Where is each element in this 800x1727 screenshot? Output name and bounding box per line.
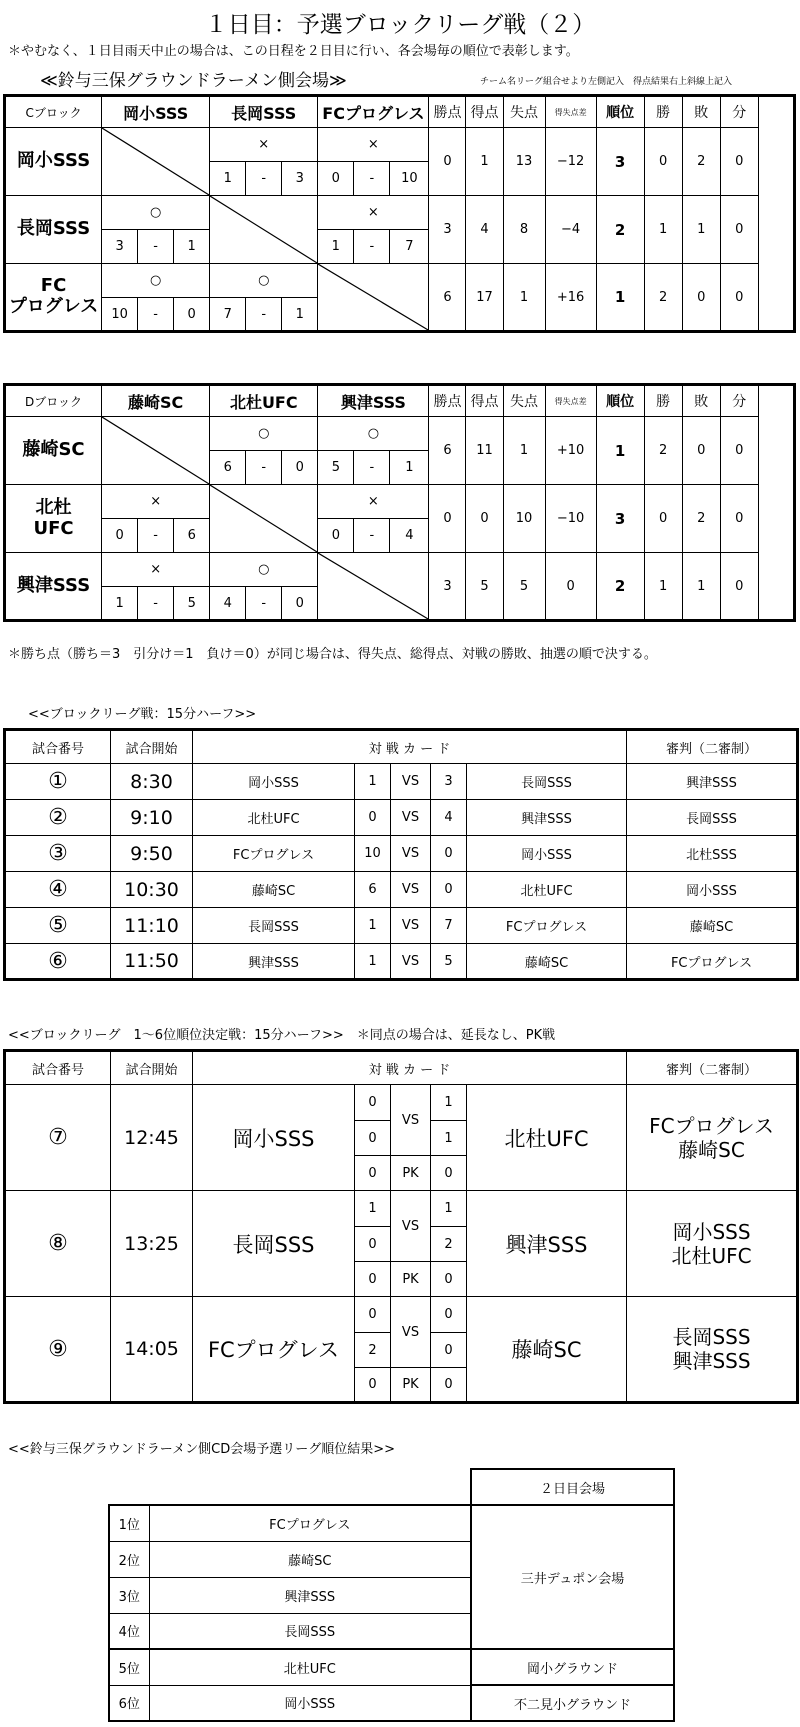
- stat-gf: 4: [466, 196, 503, 264]
- match-number: ②: [5, 800, 111, 836]
- home-score: 1: [355, 944, 391, 980]
- team-header: 藤崎SC: [102, 385, 210, 417]
- away-first-half: 0: [431, 1297, 467, 1333]
- stat-ga: 5: [503, 553, 545, 621]
- stat-gf: 5: [466, 553, 503, 621]
- home-second-half: 2: [355, 1333, 391, 1368]
- score-own: 1: [318, 230, 354, 264]
- match-time: 9:10: [111, 800, 193, 836]
- vs-label: VS: [391, 836, 431, 872]
- stat-header-ga: 失点: [503, 96, 545, 128]
- away-team: 岡小SSS: [467, 836, 627, 872]
- team-header: FCプログレス: [318, 96, 429, 128]
- row-team-name: 岡小SSS: [5, 128, 102, 196]
- away-second-half: 2: [431, 1227, 467, 1262]
- home-team: 岡小SSS: [193, 1085, 355, 1191]
- score-dash: -: [354, 162, 390, 196]
- team-header: 長岡SSS: [210, 96, 318, 128]
- home-team: 北杜UFC: [193, 800, 355, 836]
- away-score: 3: [431, 764, 467, 800]
- referee: 岡小SSS: [627, 872, 798, 908]
- league-heading: <<ブロックリーグ戦：15分ハーフ>>: [28, 707, 257, 722]
- stat-gd: 0: [545, 553, 596, 621]
- stat-d: 0: [720, 196, 758, 264]
- stat-header-l: 敗: [682, 385, 720, 417]
- match-time: 13:25: [111, 1191, 193, 1297]
- diagonal-cell: [210, 196, 318, 264]
- home-first-half: 1: [355, 1191, 391, 1227]
- result-mark: ×: [318, 128, 429, 162]
- stat-l: 0: [682, 417, 720, 485]
- rank-team: 岡小SSS: [149, 1685, 471, 1721]
- stat-rank: 1: [596, 264, 644, 332]
- rank-position: 4位: [109, 1613, 149, 1649]
- score-opp: 1: [390, 451, 429, 485]
- match-number: ⑦: [5, 1085, 111, 1191]
- tiebreak-note: ＊勝ち点（勝ち＝3 引分け＝1 負け＝0）が同じ場合は、得失点、総得点、対戦の勝敗、抽選の順で決する。: [8, 647, 657, 662]
- score-dash: -: [246, 587, 282, 621]
- placement-schedule-table: [3, 1049, 799, 1404]
- venue-top4: 三井デュポン会場: [471, 1505, 674, 1649]
- score-opp: 10: [390, 162, 429, 196]
- rank-position: 2位: [109, 1541, 149, 1577]
- score-own: 3: [102, 230, 138, 264]
- stat-d: 0: [720, 553, 758, 621]
- stat-gf: 1: [466, 128, 503, 196]
- score-opp: 7: [390, 230, 429, 264]
- result-mark: ×: [102, 485, 210, 519]
- stat-w: 2: [644, 417, 682, 485]
- stat-points: 3: [429, 196, 466, 264]
- block-label: Dブロック: [5, 385, 102, 417]
- result-mark: ○: [210, 417, 318, 451]
- team-header: 興津SSS: [318, 385, 429, 417]
- stat-header-gd: 得失点差: [545, 385, 596, 417]
- score-dash: -: [138, 587, 174, 621]
- home-team: 藤崎SC: [193, 872, 355, 908]
- row-team-name: 北杜 UFC: [5, 485, 102, 553]
- vs-label: VS: [391, 872, 431, 908]
- venue-header: ２日目会場: [471, 1469, 674, 1505]
- stat-d: 0: [720, 264, 758, 332]
- score-dash: -: [138, 519, 174, 553]
- rank-team: FCプログレス: [149, 1505, 471, 1541]
- score-opp: 0: [282, 587, 318, 621]
- away-score: 0: [431, 836, 467, 872]
- diagonal-cell: [102, 417, 210, 485]
- referee: 藤崎SC: [627, 908, 798, 944]
- away-pk: 0: [431, 1262, 467, 1297]
- score-dash: -: [354, 230, 390, 264]
- stat-gf: 11: [466, 417, 503, 485]
- venue-sixth: 不二見小グラウンド: [471, 1685, 674, 1721]
- venue-title: ≪鈴与三保グラウンドラーメン側会場≫: [40, 71, 347, 91]
- referee-2: 興津SSS: [672, 1349, 751, 1373]
- away-score: 5: [431, 944, 467, 980]
- rank-position: 5位: [109, 1649, 149, 1685]
- score-own: 5: [318, 451, 354, 485]
- stat-header-points: 勝点: [429, 385, 466, 417]
- stat-header-d: 分: [720, 96, 758, 128]
- away-first-half: 1: [431, 1085, 467, 1121]
- match-time: 11:50: [111, 944, 193, 980]
- stat-l: 2: [682, 128, 720, 196]
- stat-header-l: 敗: [682, 96, 720, 128]
- score-own: 4: [210, 587, 246, 621]
- header-start: 試合開始: [111, 730, 193, 764]
- vs-label: VS: [391, 764, 431, 800]
- away-team: 藤崎SC: [467, 1297, 627, 1403]
- vs-label: VS: [391, 800, 431, 836]
- home-team: FCプログレス: [193, 836, 355, 872]
- home-score: 1: [355, 764, 391, 800]
- result-mark: ×: [318, 485, 429, 519]
- stat-gf: 0: [466, 485, 503, 553]
- stat-header-w: 勝: [644, 96, 682, 128]
- result-mark: ×: [210, 128, 318, 162]
- stat-rank: 1: [596, 417, 644, 485]
- away-team: 興津SSS: [467, 1191, 627, 1297]
- stat-ga: 8: [503, 196, 545, 264]
- match-time: 14:05: [111, 1297, 193, 1403]
- row-team-name: 興津SSS: [5, 553, 102, 621]
- away-team: 藤崎SC: [467, 944, 627, 980]
- home-score: 1: [355, 908, 391, 944]
- match-number: ③: [5, 836, 111, 872]
- referee-1: 長岡SSS: [672, 1325, 751, 1349]
- home-team: 長岡SSS: [193, 1191, 355, 1297]
- header-card: 対 戦 カ ー ド: [193, 1051, 627, 1085]
- referee: 北杜SSS: [627, 836, 798, 872]
- block-c-table: [3, 94, 796, 333]
- score-dash: -: [354, 451, 390, 485]
- blank-cell: [109, 1469, 471, 1505]
- match-time: 9:50: [111, 836, 193, 872]
- score-own: 0: [318, 162, 354, 196]
- stat-header-gf: 得点: [466, 385, 503, 417]
- diagonal-cell: [102, 128, 210, 196]
- match-number: ⑤: [5, 908, 111, 944]
- match-time: 8:30: [111, 764, 193, 800]
- stat-header-w: 勝: [644, 385, 682, 417]
- home-team: 岡小SSS: [193, 764, 355, 800]
- home-pk: 0: [355, 1368, 391, 1403]
- score-dash: -: [246, 298, 282, 332]
- stat-ga: 1: [503, 264, 545, 332]
- away-team: 長岡SSS: [467, 764, 627, 800]
- header-start: 試合開始: [111, 1051, 193, 1085]
- stat-header-rank: 順位: [596, 96, 644, 128]
- score-opp: 0: [282, 451, 318, 485]
- row-team-name: 長岡SSS: [5, 196, 102, 264]
- stat-points: 3: [429, 553, 466, 621]
- referee: 長岡SSS: [627, 800, 798, 836]
- away-first-half: 1: [431, 1191, 467, 1227]
- score-opp: 1: [282, 298, 318, 332]
- diagonal-cell: [210, 485, 318, 553]
- stat-rank: 2: [596, 196, 644, 264]
- stat-l: 0: [682, 264, 720, 332]
- stat-points: 0: [429, 128, 466, 196]
- score-dash: -: [354, 519, 390, 553]
- stat-ga: 1: [503, 417, 545, 485]
- venue-fifth: 岡小グラウンド: [471, 1649, 674, 1685]
- stat-gd: +10: [545, 417, 596, 485]
- stat-header-gf: 得点: [466, 96, 503, 128]
- score-dash: -: [246, 451, 282, 485]
- page-title: １日目：予選ブロックリーグ戦（２）: [204, 12, 596, 38]
- stat-ga: 10: [503, 485, 545, 553]
- stat-header-points: 勝点: [429, 96, 466, 128]
- home-score: 0: [355, 800, 391, 836]
- stat-l: 1: [682, 196, 720, 264]
- diagonal-cell: [318, 264, 429, 332]
- away-second-half: 1: [431, 1121, 467, 1156]
- stat-ga: 13: [503, 128, 545, 196]
- stat-rank: 3: [596, 485, 644, 553]
- home-team: 興津SSS: [193, 944, 355, 980]
- stat-rank: 3: [596, 128, 644, 196]
- score-dash: -: [138, 298, 174, 332]
- vs-label: VS: [391, 1191, 431, 1262]
- rank-team: 長岡SSS: [149, 1613, 471, 1649]
- home-pk: 0: [355, 1156, 391, 1191]
- stat-gd: −4: [545, 196, 596, 264]
- result-mark: ○: [318, 417, 429, 451]
- referee-2: 北杜UFC: [671, 1243, 752, 1268]
- match-time: 12:45: [111, 1085, 193, 1191]
- stat-l: 2: [682, 485, 720, 553]
- rank-team: 藤崎SC: [149, 1541, 471, 1577]
- score-opp: 5: [174, 587, 210, 621]
- home-pk: 0: [355, 1262, 391, 1297]
- match-number: ④: [5, 872, 111, 908]
- result-mark: ○: [210, 553, 318, 587]
- referee-2: 藤崎SC: [678, 1137, 745, 1162]
- score-opp: 4: [390, 519, 429, 553]
- home-first-half: 0: [355, 1297, 391, 1333]
- rank-team: 北杜UFC: [149, 1649, 471, 1685]
- header-referee: 審判（二審制）: [627, 730, 798, 764]
- match-time: 10:30: [111, 872, 193, 908]
- header-match-no: 試合番号: [5, 730, 111, 764]
- stat-w: 1: [644, 553, 682, 621]
- home-second-half: 0: [355, 1227, 391, 1262]
- vs-label: VS: [391, 908, 431, 944]
- vs-label: VS: [391, 944, 431, 980]
- match-number: ⑧: [5, 1191, 111, 1297]
- stat-w: 0: [644, 128, 682, 196]
- placement-heading: <<ブロックリーグ 1～6位順位決定戦：15分ハーフ>> ＊同点の場合は、延長なし、PK戦: [8, 1028, 556, 1043]
- results-heading: <<鈴与三保グラウンドラーメン側CD会場予選リーグ順位結果>>: [8, 1442, 396, 1457]
- away-team: 興津SSS: [467, 800, 627, 836]
- stat-header-rank: 順位: [596, 385, 644, 417]
- match-number: ①: [5, 764, 111, 800]
- stat-w: 0: [644, 485, 682, 553]
- stat-points: 6: [429, 417, 466, 485]
- score-own: 6: [210, 451, 246, 485]
- row-team-name: FC プログレス: [5, 264, 102, 332]
- row-team-name: 藤崎SC: [5, 417, 102, 485]
- rank-position: 6位: [109, 1685, 149, 1721]
- score-dash: -: [246, 162, 282, 196]
- stat-gd: +16: [545, 264, 596, 332]
- league-schedule-table: [3, 728, 799, 981]
- score-own: 1: [102, 587, 138, 621]
- score-opp: 1: [174, 230, 210, 264]
- stat-gd: −12: [545, 128, 596, 196]
- stat-l: 1: [682, 553, 720, 621]
- score-own: 7: [210, 298, 246, 332]
- score-dash: -: [138, 230, 174, 264]
- score-opp: 6: [174, 519, 210, 553]
- score-own: 1: [210, 162, 246, 196]
- away-team: 北杜UFC: [467, 872, 627, 908]
- block-label: Cブロック: [5, 96, 102, 128]
- home-team: 長岡SSS: [193, 908, 355, 944]
- stat-gd: −10: [545, 485, 596, 553]
- stat-gf: 17: [466, 264, 503, 332]
- pk-label: PK: [391, 1262, 431, 1297]
- header-card: 対 戦 カ ー ド: [193, 730, 627, 764]
- referee: 興津SSS: [627, 764, 798, 800]
- match-number: ⑨: [5, 1297, 111, 1403]
- block-d-table: [3, 383, 796, 622]
- team-header: 北杜UFC: [210, 385, 318, 417]
- away-score: 4: [431, 800, 467, 836]
- venue-note: チーム名リーグ組合せより左側記入 得点結果右上斜線上記入: [480, 77, 733, 87]
- referee-1: 岡小SSS: [672, 1219, 751, 1244]
- stat-points: 0: [429, 485, 466, 553]
- pk-label: PK: [391, 1368, 431, 1403]
- vs-label: VS: [391, 1085, 431, 1156]
- result-mark: ○: [102, 196, 210, 230]
- stat-header-ga: 失点: [503, 385, 545, 417]
- stat-d: 0: [720, 128, 758, 196]
- referee: FCプログレス: [627, 944, 798, 980]
- vs-label: VS: [391, 1297, 431, 1368]
- team-header: 岡小SSS: [102, 96, 210, 128]
- score-own: 10: [102, 298, 138, 332]
- header-match-no: 試合番号: [5, 1051, 111, 1085]
- away-second-half: 0: [431, 1333, 467, 1368]
- stat-d: 0: [720, 485, 758, 553]
- stat-header-gd: 得失点差: [545, 96, 596, 128]
- match-time: 11:10: [111, 908, 193, 944]
- away-score: 7: [431, 908, 467, 944]
- score-opp: 3: [282, 162, 318, 196]
- rain-note: ＊やむなく、１日目雨天中止の場合は、この日程を２日目に行い、各会場毎の順位で表彰します。: [8, 44, 579, 59]
- away-score: 0: [431, 872, 467, 908]
- diagonal-cell: [318, 553, 429, 621]
- away-pk: 0: [431, 1368, 467, 1403]
- away-pk: 0: [431, 1156, 467, 1191]
- score-opp: 0: [174, 298, 210, 332]
- rank-team: 興津SSS: [149, 1577, 471, 1613]
- rank-position: 3位: [109, 1577, 149, 1613]
- match-number: ⑥: [5, 944, 111, 980]
- stat-w: 2: [644, 264, 682, 332]
- score-own: 0: [318, 519, 354, 553]
- results-table: [108, 1468, 675, 1722]
- stat-header-d: 分: [720, 385, 758, 417]
- score-own: 0: [102, 519, 138, 553]
- home-score: 10: [355, 836, 391, 872]
- home-first-half: 0: [355, 1085, 391, 1121]
- result-mark: ×: [318, 196, 429, 230]
- header-referee: 審判（二審制）: [627, 1051, 798, 1085]
- home-second-half: 0: [355, 1121, 391, 1156]
- pk-label: PK: [391, 1156, 431, 1191]
- referees: [627, 1297, 798, 1403]
- home-team: FCプログレス: [193, 1297, 355, 1403]
- away-team: 北杜UFC: [467, 1085, 627, 1191]
- referee-1: FCプログレス: [649, 1113, 774, 1138]
- referees: [627, 1085, 798, 1191]
- rank-position: 1位: [109, 1505, 149, 1541]
- result-mark: ○: [102, 264, 210, 298]
- result-mark: ×: [102, 553, 210, 587]
- referees: [627, 1191, 798, 1297]
- away-team: FCプログレス: [467, 908, 627, 944]
- result-mark: ○: [210, 264, 318, 298]
- stat-d: 0: [720, 417, 758, 485]
- stat-rank: 2: [596, 553, 644, 621]
- stat-w: 1: [644, 196, 682, 264]
- home-score: 6: [355, 872, 391, 908]
- stat-points: 6: [429, 264, 466, 332]
